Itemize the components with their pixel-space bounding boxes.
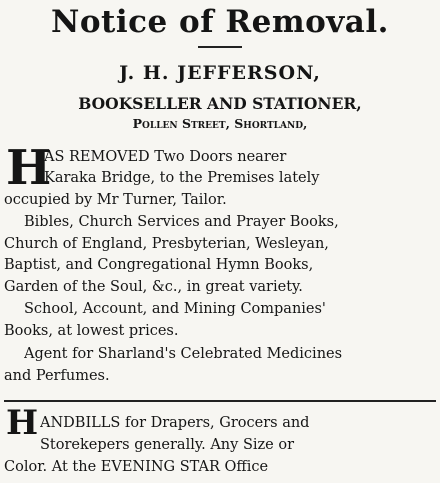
section-divider <box>4 400 436 402</box>
notice-line-3: occupied by Mr Turner, Tailor. <box>4 192 227 208</box>
notice-line-10: Agent for Sharland's Celebrated Medicines <box>24 346 343 362</box>
notice-line-6: Baptist, and Congregational Hymn Books, <box>4 257 314 273</box>
notice-line-7: Garden of the Soul, &c., in great variety. <box>4 279 303 295</box>
notice-line-9: Books, at lowest prices. <box>4 323 179 339</box>
notice-line-4: Bibles, Church Services and Prayer Books, <box>24 214 339 230</box>
handbills-line-3: Color. At the EVENING STAR Office <box>4 459 269 475</box>
handbills-drop-cap: H <box>6 403 39 443</box>
notice-line-1: AS REMOVED Two Doors nearer <box>44 149 287 165</box>
short-divider <box>198 46 242 48</box>
notice-line-11: and Perfumes. <box>4 368 110 384</box>
notice-line-5: Church of England, Presbyterian, Wesleyan, <box>4 236 329 252</box>
notice-title: Notice of Removal. <box>51 4 389 40</box>
notice-drop-cap: H <box>6 140 52 196</box>
handbills-line-2: Storekepers generally. Any Size or <box>40 437 295 453</box>
notice-line-2: Karaka Bridge, to the Premises lately <box>44 170 320 186</box>
notice-line-8: School, Account, and Mining Companies' <box>24 301 326 317</box>
proprietor-name: J. H. JEFFERSON, <box>119 62 321 84</box>
address-line: Pollen Street, Shortland, <box>132 116 308 131</box>
trade-line: BOOKSELLER AND STATIONER, <box>78 94 362 113</box>
handbills-line-1: ANDBILLS for Drapers, Grocers and <box>40 415 310 431</box>
